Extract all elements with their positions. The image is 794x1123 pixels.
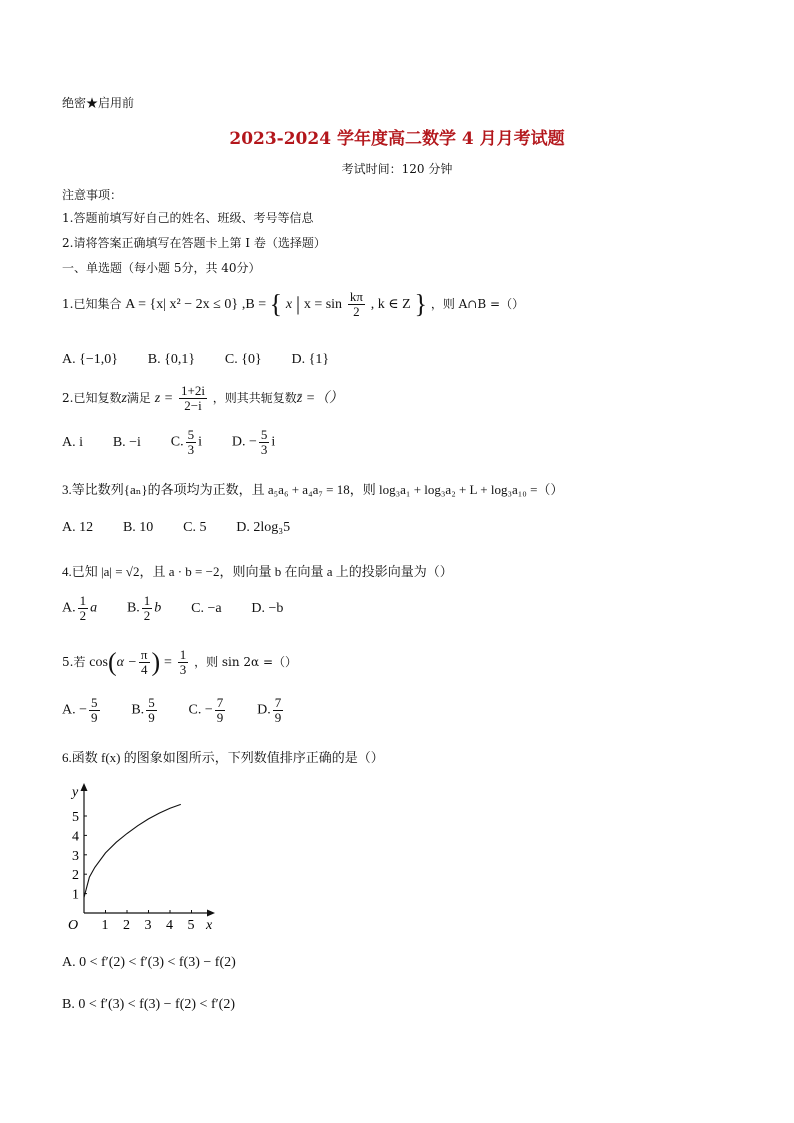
q1-set-b-cond: x = sin (303, 297, 343, 312)
q5-option-a[interactable]: A. − $\frac{5}{9}$ (62, 695, 98, 725)
q1-options (62, 352, 355, 368)
x-tick-label: 2 (123, 918, 130, 933)
question-5: 5.若 cos(α − $\frac{\pi}{4}$ ) = $\frac{1}{3}$ ，则 sin 2α =（） (62, 647, 298, 677)
q1-set-a: A = {x| x² − 2x ≤ 0} (125, 297, 239, 312)
confidential-label: 绝密★启用前 (62, 96, 135, 110)
function-graph (60, 780, 230, 935)
q6-option-a[interactable]: A. 0 < f′(2) < f′(3) < f(3) − f(2) (62, 955, 236, 970)
q5-inner-frac: $\frac{\pi}{4}$ (140, 647, 148, 677)
q1-option-d[interactable]: D. {1} (291, 352, 330, 367)
q5-eq: = (164, 655, 172, 670)
q1-set-b-cond2: , k ∈ Z (370, 297, 411, 312)
q2-option-a[interactable]: A. i (62, 434, 83, 450)
q4-options (62, 594, 309, 623)
y-tick-label: 4 (72, 829, 79, 845)
q4-option-a[interactable]: A. $\frac{1}{2}$ a (62, 593, 98, 623)
question-2 (62, 384, 343, 413)
q3-option-d[interactable]: D. 2log₃5 (236, 520, 291, 535)
q3-option-b[interactable]: B. 10 (122, 520, 154, 535)
q2-fraction: $\frac{1+2i}{2-i}$ (180, 383, 205, 413)
exam-time: 考试时间：120 分钟 (341, 162, 453, 176)
q2-options (62, 428, 301, 457)
q1-option-b[interactable]: B. {0,1} (147, 352, 196, 367)
q2-option-c[interactable]: C. $\frac{5}{3}$ i (170, 427, 203, 457)
q2-var: z (121, 391, 127, 406)
section-heading: 一、单选题（每小题 5分，共 40分） (62, 261, 261, 275)
notes-heading: 注意事项： (62, 188, 123, 202)
q2-suffix: ，则其共轭复数 (212, 391, 297, 405)
x-tick-label: 5 (187, 918, 195, 933)
q3-options (62, 520, 316, 536)
x-axis-label: x (206, 918, 213, 933)
q2-option-d[interactable]: D. − $\frac{5}{3}$ i (231, 427, 276, 457)
q5-prefix: 5.若 (62, 655, 86, 669)
q2-mid: 满足 (126, 391, 151, 405)
q1-option-a[interactable]: A. {−1,0} (62, 352, 118, 367)
q1-option-c[interactable]: C. {0} (224, 352, 262, 367)
y-tick-label: 5 (72, 810, 79, 825)
q5-option-c[interactable]: C. − $\frac{7}{9}$ (188, 695, 224, 725)
x-axis-arrow (207, 910, 215, 917)
y-tick-label: 3 (72, 848, 79, 864)
question-3: 3.等比数列{aₙ}的各项均为正数，且 a₅a₆ + a₄a₇ = 18，则 log₃a₁ + log₃a₂ + L + log₃a₁₀ =（） (62, 482, 564, 497)
function-curve (84, 804, 181, 897)
q2-option-b[interactable]: B. −i (112, 434, 141, 450)
x-tick-label: 1 (101, 918, 109, 933)
q3-option-c[interactable]: C. 5 (183, 520, 207, 535)
q5-suffix: ，则 sin 2α =（） (194, 655, 298, 669)
question-4: 4.已知 |a| = √2，且 a · b = −2，则向量 b 在向量 a 上的投影向量为（） (62, 564, 453, 579)
origin-label: O (68, 918, 79, 933)
note-item-2: 2.请将答案正确填写在答题卡上第 I 卷（选择题） (62, 236, 326, 250)
q1-set-b-var: x (285, 297, 293, 312)
q5-option-b[interactable]: B. $\frac{5}{9}$ (131, 695, 155, 725)
q1-fraction: $\frac{k\pi}{2}$ (349, 289, 363, 319)
question-1: 1.已知集合 A = {x| x² − 2x ≤ 0} ,B = { x | x = sin $\frac{k\pi}{2}$ , k ∈ Z } ，则 A∩B =（） (62, 289, 525, 319)
y-axis-arrow (81, 783, 88, 791)
q2-eq: z = (154, 391, 174, 406)
y-tick-label: 1 (72, 887, 79, 903)
q1-set-b-label: ,B = (241, 297, 270, 312)
q4-option-c[interactable]: C. −a (191, 600, 222, 616)
q5-inner: α − (116, 655, 137, 670)
note-item-1: 1.答题前填写好自己的姓名、班级、考号等信息 (62, 211, 314, 225)
x-tick-label: 4 (166, 918, 173, 933)
q2-prefix: 2.已知复数 (62, 391, 122, 405)
x-tick-label: 3 (144, 918, 152, 933)
q1-suffix: ，则 A∩B =（） (430, 297, 525, 311)
y-axis-label: y (72, 785, 79, 800)
q5-cos: cos (89, 655, 108, 670)
q6-option-b[interactable]: B. 0 < f′(3) < f(3) − f(2) < f′(2) (62, 997, 235, 1012)
exam-title: 2023-2024 学年度高二数学 4 月月考试题 (229, 129, 565, 149)
question-6: 6.函数 f(x) 的图象如图所示，下列数值排序正确的是（） (62, 750, 384, 765)
q5-option-d[interactable]: D. $\frac{7}{9}$ (257, 695, 282, 725)
q5-options (62, 696, 311, 725)
q2-conj: z̄ =（） (296, 391, 344, 406)
q4-option-b[interactable]: B. $\frac{1}{2}$ b (126, 593, 162, 623)
q4-option-d[interactable]: D. −b (251, 600, 284, 616)
q3-option-a[interactable]: A. 12 (62, 520, 94, 535)
y-tick-label: 2 (72, 868, 79, 884)
q5-rhs: $\frac{1}{3}$ (179, 647, 187, 677)
q1-prefix: 1.已知集合 (62, 297, 122, 311)
